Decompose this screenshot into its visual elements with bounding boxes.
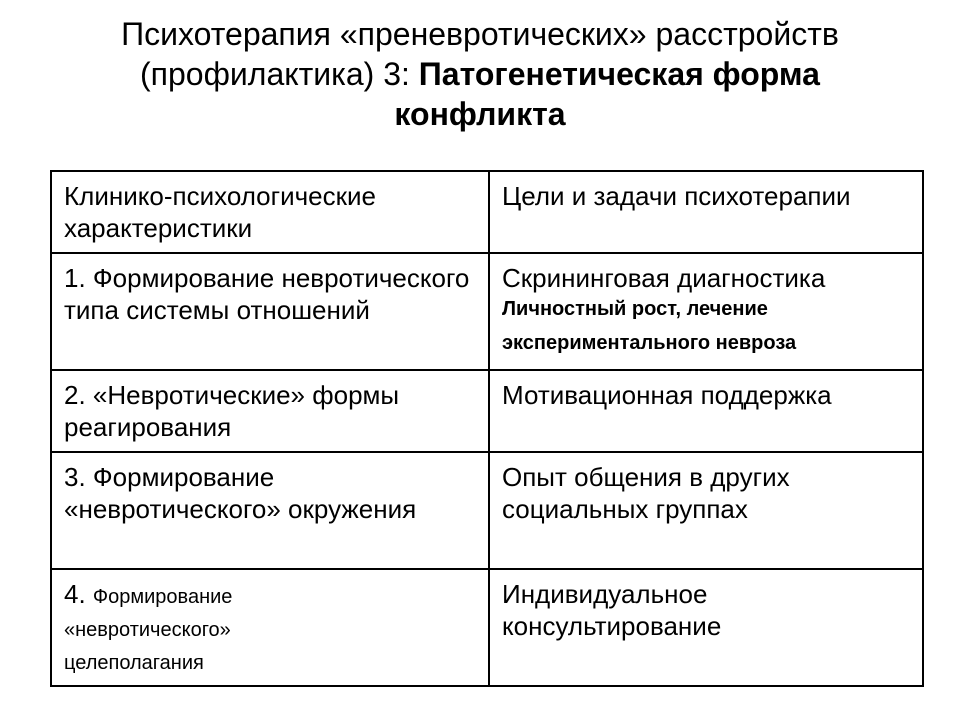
table-row: [51, 569, 923, 686]
row1-goal-screening: Скрининговая диагностика: [502, 263, 826, 293]
row4-number: 4.: [64, 579, 86, 609]
table-row: [51, 370, 923, 452]
table-row: [51, 452, 923, 569]
row4-line2: «невротического»: [64, 619, 231, 641]
row4-goal: Индивидуальное консультирование: [489, 569, 923, 686]
row1-goal-treatment: экспериментального невроза: [502, 332, 797, 354]
table-header-row: [51, 171, 923, 253]
row1-goals: [489, 253, 923, 370]
header-cell-characteristics: Клинико-психологические характеристики: [51, 171, 489, 253]
row4-line1: Формирование: [92, 586, 233, 608]
row4-line3: целеполагания: [64, 652, 204, 674]
row3-characteristic: 3. Формирование «невротического» окружения: [51, 452, 489, 569]
row2-characteristic: 2. «Невротические» формы реагирования: [51, 370, 489, 452]
title-line-1: Психотерапия «преневротических» расстройств: [121, 16, 839, 52]
row1-goal-growth: Личностный рост, лечение: [502, 298, 768, 320]
slide-title: [40, 14, 920, 134]
row4-characteristic: [51, 569, 489, 686]
row1-characteristic: 1. Формирование невротического типа системы отношений: [51, 253, 489, 370]
row3-goal: Опыт общения в других социальных группах: [489, 452, 923, 569]
title-line-2-regular: (профилактика) 3:: [140, 56, 419, 92]
table-row: [51, 253, 923, 370]
goals-table: [50, 170, 924, 687]
row2-goal: Мотивационная поддержка: [489, 370, 923, 452]
title-line-3-bold: конфликта: [394, 96, 566, 132]
header-cell-goals: Цели и задачи психотерапии: [489, 171, 923, 253]
title-line-2-bold: Патогенетическая форма: [418, 56, 820, 92]
